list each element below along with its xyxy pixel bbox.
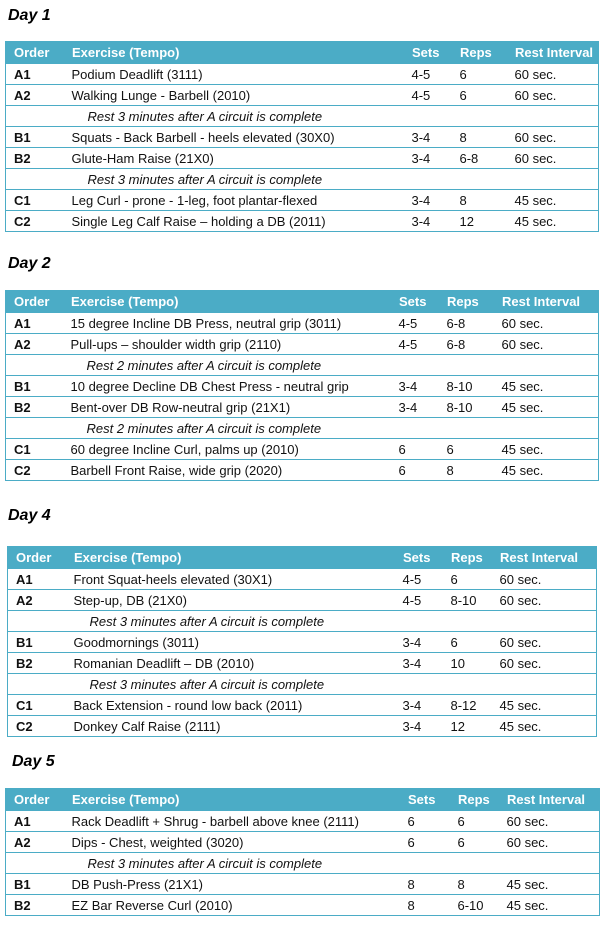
rest-note-row <box>6 169 599 190</box>
sets-cell: 4-5 <box>404 85 452 106</box>
exercise-row <box>8 569 597 590</box>
rest-interval-cell: 60 sec. <box>499 832 600 853</box>
rest-interval-cell: 60 sec. <box>492 590 597 611</box>
sets-cell: 4-5 <box>404 64 452 85</box>
exercise-row <box>8 716 597 737</box>
sets-cell: 3-4 <box>395 716 443 737</box>
reps-cell: 6 <box>443 569 492 590</box>
exercise-cell: 10 degree Decline DB Chest Press - neutral grip <box>63 376 391 397</box>
reps-cell: 8 <box>452 190 507 211</box>
order-cell: A2 <box>6 832 64 853</box>
reps-cell: 6-8 <box>452 148 507 169</box>
rest-interval-cell: 45 sec. <box>494 397 599 418</box>
order-cell: C2 <box>6 211 64 232</box>
exercise-cell: DB Push-Press (21X1) <box>64 874 400 895</box>
rest-note-spacer <box>6 169 64 190</box>
exercise-row <box>6 211 599 232</box>
exercise-row <box>6 832 600 853</box>
exercise-cell: Step-up, DB (21X0) <box>66 590 395 611</box>
rest-note: Rest 3 minutes after A circuit is complete <box>66 674 597 695</box>
rest-note-row <box>6 106 599 127</box>
rest-interval-cell: 45 sec. <box>494 439 599 460</box>
order-cell: C1 <box>6 439 63 460</box>
rest-note-row <box>8 674 597 695</box>
rest-interval-cell: 45 sec. <box>507 211 599 232</box>
rest-interval-cell: 45 sec. <box>507 190 599 211</box>
sets-cell: 3-4 <box>395 653 443 674</box>
sets-cell: 3-4 <box>404 190 452 211</box>
sets-cell: 4-5 <box>391 313 439 334</box>
sets-cell: 3-4 <box>404 148 452 169</box>
rest-note: Rest 3 minutes after A circuit is complete <box>64 169 599 190</box>
reps-cell: 10 <box>443 653 492 674</box>
rest-interval-cell: 60 sec. <box>492 569 597 590</box>
exercise-cell: Rack Deadlift + Shrug - barbell above knee (2111) <box>64 811 400 832</box>
order-cell: C2 <box>8 716 66 737</box>
order-cell: B2 <box>8 653 66 674</box>
exercise-cell: Back Extension - round low back (2011) <box>66 695 395 716</box>
exercise-cell: Donkey Calf Raise (2111) <box>66 716 395 737</box>
header-order: Order <box>6 291 63 313</box>
exercise-row <box>6 811 600 832</box>
exercise-row <box>6 190 599 211</box>
exercise-row <box>6 148 599 169</box>
rest-note: Rest 2 minutes after A circuit is complete <box>63 418 599 439</box>
order-cell: A2 <box>8 590 66 611</box>
rest-interval-cell: 45 sec. <box>494 376 599 397</box>
exercise-row <box>8 632 597 653</box>
exercise-row <box>6 439 599 460</box>
exercise-cell: Squats - Back Barbell - heels elevated (30X0) <box>64 127 404 148</box>
exercise-row <box>8 590 597 611</box>
rest-note-spacer <box>6 355 63 376</box>
reps-cell: 6-10 <box>450 895 499 916</box>
exercise-cell: Single Leg Calf Raise – holding a DB (2011) <box>64 211 404 232</box>
rest-note-spacer <box>6 418 63 439</box>
header-sets: Sets <box>395 547 443 569</box>
rest-note-row <box>6 355 599 376</box>
order-cell: C1 <box>8 695 66 716</box>
reps-cell: 8 <box>450 874 499 895</box>
rest-interval-cell: 60 sec. <box>492 653 597 674</box>
header-sets: Sets <box>391 291 439 313</box>
order-cell: B1 <box>6 127 64 148</box>
exercise-row <box>6 460 599 481</box>
rest-note-spacer <box>6 853 64 874</box>
sets-cell: 3-4 <box>404 127 452 148</box>
reps-cell: 8 <box>439 460 494 481</box>
day-2-title: Day 2 <box>8 255 51 272</box>
header-exercise: Exercise (Tempo) <box>64 789 400 811</box>
rest-note-spacer <box>8 611 66 632</box>
reps-cell: 6 <box>450 811 499 832</box>
rest-interval-cell: 60 sec. <box>507 85 599 106</box>
exercise-row <box>6 376 599 397</box>
sets-cell: 6 <box>400 811 450 832</box>
rest-note: Rest 3 minutes after A circuit is complete <box>66 611 597 632</box>
reps-cell: 6 <box>439 439 494 460</box>
order-cell: A2 <box>6 334 63 355</box>
exercise-row <box>6 895 600 916</box>
exercise-row <box>6 334 599 355</box>
reps-cell: 6 <box>443 632 492 653</box>
day-4-title: Day 4 <box>8 507 51 524</box>
exercise-row <box>6 313 599 334</box>
sets-cell: 3-4 <box>395 695 443 716</box>
header-reps: Reps <box>450 789 499 811</box>
rest-note: Rest 3 minutes after A circuit is complete <box>64 106 599 127</box>
day-1-title: Day 1 <box>8 7 51 24</box>
reps-cell: 6 <box>452 85 507 106</box>
header-order: Order <box>6 42 64 64</box>
exercise-cell: Podium Deadlift (3111) <box>64 64 404 85</box>
exercise-cell: 15 degree Incline DB Press, neutral grip (3011) <box>63 313 391 334</box>
reps-cell: 6 <box>450 832 499 853</box>
header-exercise: Exercise (Tempo) <box>64 42 404 64</box>
rest-note-spacer <box>8 674 66 695</box>
rest-note-row <box>6 853 600 874</box>
reps-cell: 6-8 <box>439 334 494 355</box>
day-4-table <box>7 546 597 737</box>
exercise-cell: Walking Lunge - Barbell (2010) <box>64 85 404 106</box>
sets-cell: 8 <box>400 874 450 895</box>
rest-interval-cell: 60 sec. <box>494 334 599 355</box>
order-cell: B1 <box>6 376 63 397</box>
reps-cell: 6-8 <box>439 313 494 334</box>
rest-interval-cell: 45 sec. <box>492 716 597 737</box>
exercise-cell: Bent-over DB Row-neutral grip (21X1) <box>63 397 391 418</box>
day-5-table <box>5 788 600 916</box>
header-order: Order <box>8 547 66 569</box>
reps-cell: 8-12 <box>443 695 492 716</box>
rest-interval-cell: 45 sec. <box>494 460 599 481</box>
sets-cell: 6 <box>391 439 439 460</box>
exercise-row <box>8 695 597 716</box>
header-sets: Sets <box>404 42 452 64</box>
order-cell: C1 <box>6 190 64 211</box>
exercise-cell: Goodmornings (3011) <box>66 632 395 653</box>
header-exercise: Exercise (Tempo) <box>63 291 391 313</box>
rest-interval-cell: 60 sec. <box>499 811 600 832</box>
order-cell: B1 <box>8 632 66 653</box>
exercise-cell: Barbell Front Raise, wide grip (2020) <box>63 460 391 481</box>
rest-interval-cell: 45 sec. <box>499 874 600 895</box>
rest-note-row <box>8 611 597 632</box>
rest-note: Rest 3 minutes after A circuit is complete <box>64 853 600 874</box>
rest-interval-cell: 60 sec. <box>507 64 599 85</box>
sets-cell: 6 <box>400 832 450 853</box>
exercise-row <box>6 874 600 895</box>
exercise-row <box>6 127 599 148</box>
order-cell: A1 <box>6 811 64 832</box>
order-cell: A2 <box>6 85 64 106</box>
order-cell: B2 <box>6 148 64 169</box>
table-header-row <box>6 789 600 811</box>
day-5-title: Day 5 <box>12 753 55 770</box>
order-cell: A1 <box>8 569 66 590</box>
header-rest-interval: Rest Interval <box>507 42 599 64</box>
header-rest-interval: Rest Interval <box>499 789 600 811</box>
rest-interval-cell: 45 sec. <box>492 695 597 716</box>
reps-cell: 8-10 <box>439 397 494 418</box>
exercise-cell: Romanian Deadlift – DB (2010) <box>66 653 395 674</box>
sets-cell: 4-5 <box>391 334 439 355</box>
reps-cell: 8-10 <box>443 590 492 611</box>
header-order: Order <box>6 789 64 811</box>
rest-note-row <box>6 418 599 439</box>
rest-interval-cell: 45 sec. <box>499 895 600 916</box>
exercise-cell: Pull-ups – shoulder width grip (2110) <box>63 334 391 355</box>
rest-interval-cell: 60 sec. <box>507 127 599 148</box>
table-header-row <box>6 291 599 313</box>
rest-note: Rest 2 minutes after A circuit is complete <box>63 355 599 376</box>
exercise-cell: Dips - Chest, weighted (3020) <box>64 832 400 853</box>
sets-cell: 6 <box>391 460 439 481</box>
exercise-row <box>6 85 599 106</box>
exercise-cell: EZ Bar Reverse Curl (2010) <box>64 895 400 916</box>
header-rest-interval: Rest Interval <box>492 547 597 569</box>
reps-cell: 12 <box>452 211 507 232</box>
header-reps: Reps <box>452 42 507 64</box>
header-exercise: Exercise (Tempo) <box>66 547 395 569</box>
exercise-row <box>6 64 599 85</box>
day-2-table <box>5 290 599 481</box>
header-reps: Reps <box>439 291 494 313</box>
exercise-row <box>8 653 597 674</box>
sets-cell: 3-4 <box>391 376 439 397</box>
sets-cell: 3-4 <box>404 211 452 232</box>
header-sets: Sets <box>400 789 450 811</box>
header-rest-interval: Rest Interval <box>494 291 599 313</box>
sets-cell: 4-5 <box>395 590 443 611</box>
rest-interval-cell: 60 sec. <box>492 632 597 653</box>
exercise-cell: Leg Curl - prone - 1-leg, foot plantar-flexed <box>64 190 404 211</box>
reps-cell: 12 <box>443 716 492 737</box>
order-cell: B2 <box>6 895 64 916</box>
reps-cell: 8-10 <box>439 376 494 397</box>
table-header-row <box>8 547 597 569</box>
reps-cell: 8 <box>452 127 507 148</box>
sets-cell: 8 <box>400 895 450 916</box>
rest-interval-cell: 60 sec. <box>494 313 599 334</box>
reps-cell: 6 <box>452 64 507 85</box>
order-cell: A1 <box>6 313 63 334</box>
sets-cell: 3-4 <box>391 397 439 418</box>
rest-note-spacer <box>6 106 64 127</box>
order-cell: B1 <box>6 874 64 895</box>
order-cell: C2 <box>6 460 63 481</box>
sets-cell: 3-4 <box>395 632 443 653</box>
order-cell: A1 <box>6 64 64 85</box>
sets-cell: 4-5 <box>395 569 443 590</box>
header-reps: Reps <box>443 547 492 569</box>
exercise-cell: 60 degree Incline Curl, palms up (2010) <box>63 439 391 460</box>
exercise-row <box>6 397 599 418</box>
table-header-row <box>6 42 599 64</box>
rest-interval-cell: 60 sec. <box>507 148 599 169</box>
order-cell: B2 <box>6 397 63 418</box>
exercise-cell: Front Squat-heels elevated (30X1) <box>66 569 395 590</box>
day-1-table <box>5 41 599 232</box>
exercise-cell: Glute-Ham Raise (21X0) <box>64 148 404 169</box>
